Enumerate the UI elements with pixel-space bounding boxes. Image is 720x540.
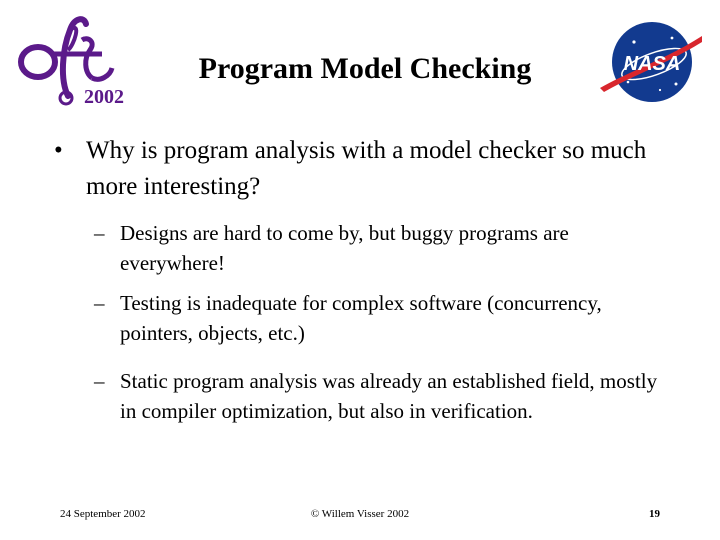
- sub-bullet-marker: –: [94, 291, 105, 315]
- bullet-marker: •: [54, 137, 63, 164]
- footer-copyright: © Willem Visser 2002: [310, 508, 410, 520]
- nasa-meatball-icon: [598, 18, 702, 106]
- logo-year: 2002: [84, 86, 124, 108]
- nasa-logo: [598, 18, 702, 106]
- sub-bullet-text: Testing is inadequate for complex software (concurrency, pointers, objects, etc.): [120, 291, 602, 345]
- sub-bullet-item: [94, 366, 674, 426]
- nasa-logo-text: NASA: [623, 53, 681, 75]
- sub-bullet-item: [94, 218, 674, 278]
- bullet-text: Why is program analysis with a model checker so much more interesting?: [86, 137, 647, 200]
- footer-date: 24 September 2002: [60, 508, 146, 520]
- sub-bullet-text: Static program analysis was already an established field, mostly in compiler optimization, but also in verification.: [120, 369, 658, 423]
- sub-bullet-marker: –: [94, 221, 105, 245]
- main-bullet: [54, 133, 674, 205]
- slide-title: Program Model Checking: [198, 52, 532, 85]
- sub-bullet-marker: –: [94, 369, 105, 393]
- sub-bullet-text: Designs are hard to come by, but buggy programs are everywhere!: [120, 221, 569, 275]
- sub-bullet-item: [94, 288, 674, 348]
- page-number: 19: [649, 508, 660, 520]
